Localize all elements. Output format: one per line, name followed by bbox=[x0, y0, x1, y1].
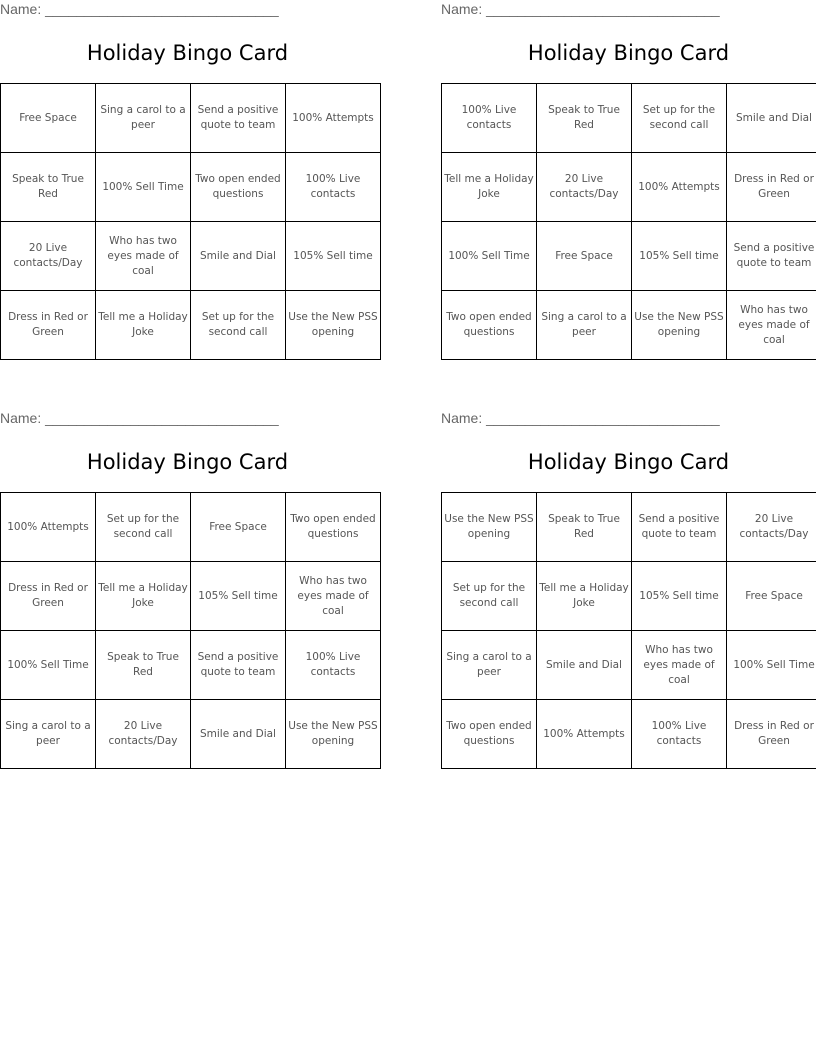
grid-cell: Set up for the second call bbox=[191, 291, 286, 360]
grid-cell: Smile and Dial bbox=[191, 700, 286, 769]
grid-cell: 100% Attempts bbox=[632, 153, 727, 222]
grid-cell: 105% Sell time bbox=[286, 222, 381, 291]
grid-cell: Free Space bbox=[1, 84, 96, 153]
name-field: Name: ______________________________ bbox=[0, 1, 279, 17]
grid-cell: 100% Attempts bbox=[286, 84, 381, 153]
name-field: Name: ______________________________ bbox=[0, 410, 279, 426]
grid-cell: Who has two eyes made of coal bbox=[727, 291, 816, 360]
grid-cell: 20 Live contacts/Day bbox=[727, 493, 816, 562]
grid-cell: Send a positive quote to team bbox=[727, 222, 816, 291]
grid-cell: Dress in Red or Green bbox=[1, 291, 96, 360]
grid-cell: 100% Sell Time bbox=[442, 222, 537, 291]
grid-cell: 100% Attempts bbox=[1, 493, 96, 562]
name-field: Name: ______________________________ bbox=[441, 1, 720, 17]
grid-cell: Set up for the second call bbox=[442, 562, 537, 631]
grid-row bbox=[442, 84, 816, 153]
grid-cell: 105% Sell time bbox=[632, 562, 727, 631]
grid-row bbox=[442, 291, 816, 360]
grid-cell: Dress in Red or Green bbox=[1, 562, 96, 631]
grid-row bbox=[442, 631, 816, 700]
grid-cell: 100% Live contacts bbox=[442, 84, 537, 153]
grid-cell: 100% Sell Time bbox=[96, 153, 191, 222]
grid-row bbox=[1, 493, 381, 562]
grid-cell: Free Space bbox=[727, 562, 816, 631]
grid-cell: Speak to True Red bbox=[1, 153, 96, 222]
grid-cell: Use the New PSS opening bbox=[632, 291, 727, 360]
grid-cell: Dress in Red or Green bbox=[727, 700, 816, 769]
grid-row bbox=[1, 153, 381, 222]
grid-cell: Sing a carol to a peer bbox=[1, 700, 96, 769]
bingo-grid bbox=[0, 492, 381, 769]
grid-cell: Who has two eyes made of coal bbox=[632, 631, 727, 700]
grid-cell: Tell me a Holiday Joke bbox=[537, 562, 632, 631]
grid-cell: 20 Live contacts/Day bbox=[1, 222, 96, 291]
grid-cell: 100% Live contacts bbox=[286, 153, 381, 222]
card-title: Holiday Bingo Card bbox=[86, 41, 289, 65]
grid-cell: Set up for the second call bbox=[96, 493, 191, 562]
card-title: Holiday Bingo Card bbox=[527, 450, 730, 474]
grid-cell: 20 Live contacts/Day bbox=[96, 700, 191, 769]
bingo-grid bbox=[441, 492, 816, 769]
grid-row bbox=[1, 631, 381, 700]
grid-cell: Free Space bbox=[537, 222, 632, 291]
grid-cell: 100% Live contacts bbox=[632, 700, 727, 769]
bingo-grid bbox=[0, 83, 381, 360]
grid-cell: Free Space bbox=[191, 493, 286, 562]
grid-cell: Speak to True Red bbox=[96, 631, 191, 700]
grid-row bbox=[442, 562, 816, 631]
grid-cell: Who has two eyes made of coal bbox=[96, 222, 191, 291]
bingo-grid bbox=[441, 83, 816, 360]
grid-cell: Sing a carol to a peer bbox=[96, 84, 191, 153]
grid-cell: Dress in Red or Green bbox=[727, 153, 816, 222]
grid-cell: Sing a carol to a peer bbox=[537, 291, 632, 360]
grid-cell: 100% Live contacts bbox=[286, 631, 381, 700]
card-title: Holiday Bingo Card bbox=[527, 41, 730, 65]
grid-cell: Smile and Dial bbox=[191, 222, 286, 291]
card-title: Holiday Bingo Card bbox=[86, 450, 289, 474]
grid-cell: 100% Sell Time bbox=[1, 631, 96, 700]
grid-cell: Sing a carol to a peer bbox=[442, 631, 537, 700]
grid-row bbox=[1, 84, 381, 153]
grid-cell: 105% Sell time bbox=[191, 562, 286, 631]
grid-cell: 100% Attempts bbox=[537, 700, 632, 769]
grid-row bbox=[1, 222, 381, 291]
grid-cell: Speak to True Red bbox=[537, 493, 632, 562]
grid-cell: Use the New PSS opening bbox=[286, 700, 381, 769]
grid-cell: Two open ended questions bbox=[442, 700, 537, 769]
grid-cell: Send a positive quote to team bbox=[632, 493, 727, 562]
grid-cell: Two open ended questions bbox=[191, 153, 286, 222]
grid-row bbox=[442, 493, 816, 562]
name-field: Name: ______________________________ bbox=[441, 410, 720, 426]
grid-cell: 100% Sell Time bbox=[727, 631, 816, 700]
grid-cell: Send a positive quote to team bbox=[191, 84, 286, 153]
grid-cell: Two open ended questions bbox=[442, 291, 537, 360]
grid-cell: Smile and Dial bbox=[537, 631, 632, 700]
grid-cell: Tell me a Holiday Joke bbox=[96, 291, 191, 360]
grid-cell: Use the New PSS opening bbox=[286, 291, 381, 360]
grid-row bbox=[442, 222, 816, 291]
grid-cell: Who has two eyes made of coal bbox=[286, 562, 381, 631]
grid-cell: Two open ended questions bbox=[286, 493, 381, 562]
grid-cell: 105% Sell time bbox=[632, 222, 727, 291]
grid-cell: Set up for the second call bbox=[632, 84, 727, 153]
grid-row bbox=[1, 291, 381, 360]
grid-cell: Tell me a Holiday Joke bbox=[96, 562, 191, 631]
grid-row bbox=[1, 562, 381, 631]
grid-cell: Speak to True Red bbox=[537, 84, 632, 153]
grid-row bbox=[442, 700, 816, 769]
grid-cell: Use the New PSS opening bbox=[442, 493, 537, 562]
grid-cell: Send a positive quote to team bbox=[191, 631, 286, 700]
grid-cell: Tell me a Holiday Joke bbox=[442, 153, 537, 222]
grid-row bbox=[1, 700, 381, 769]
grid-cell: 20 Live contacts/Day bbox=[537, 153, 632, 222]
grid-row bbox=[442, 153, 816, 222]
grid-cell: Smile and Dial bbox=[727, 84, 816, 153]
